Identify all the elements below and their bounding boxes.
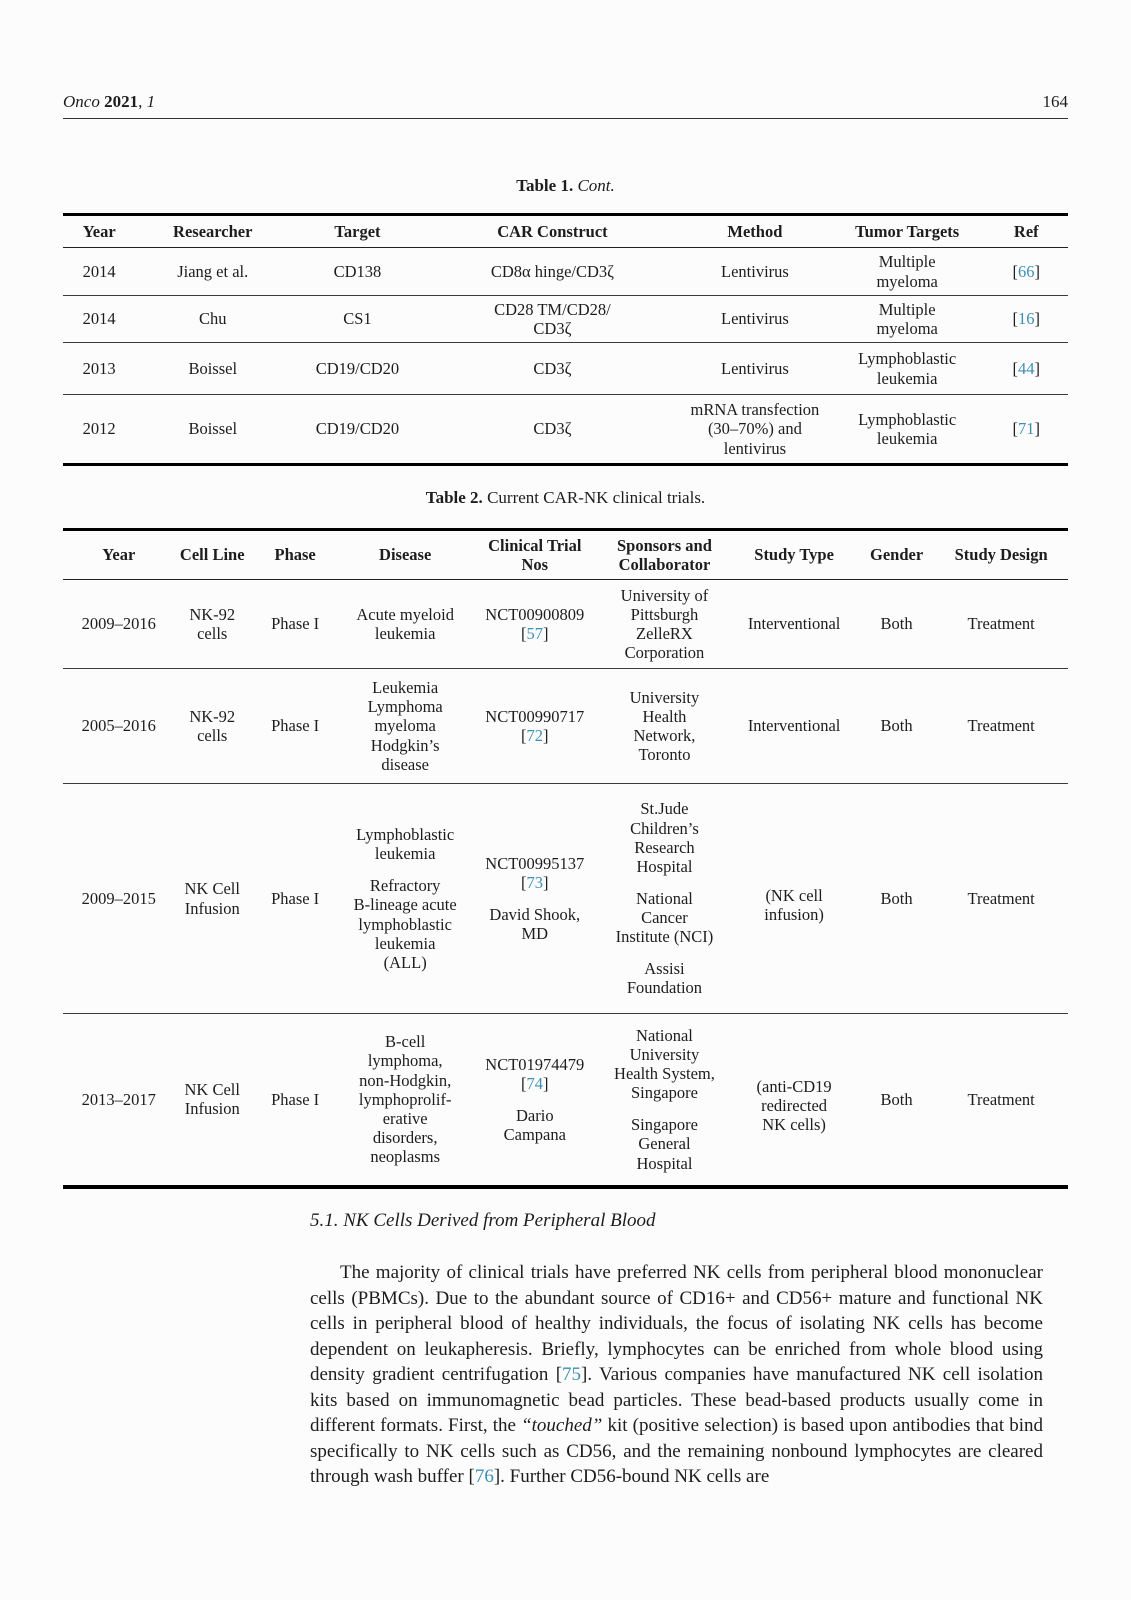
table-cell (175, 784, 250, 1014)
column-header: Study Design (954, 545, 1048, 565)
table-cell (425, 343, 680, 395)
text-run: NK cells) (762, 1115, 826, 1135)
table-cell (290, 296, 425, 343)
text-run: NK-92 (189, 604, 236, 624)
text-run: Hodgkin’s (370, 735, 440, 755)
text-run: Leukemia (372, 678, 439, 698)
table-row (63, 395, 1068, 465)
table-row (63, 296, 1068, 343)
table-cell (425, 248, 680, 296)
text-run: . Various companies have manufactured NK cell isolation kits based on immunomagnetic bead particles. These bead-based products usually come in different formats. First, the (310, 1364, 1043, 1437)
column-header: Cell Line (179, 545, 245, 565)
text-run: Pittsburgh (630, 604, 699, 624)
text-run: Treatment (967, 716, 1035, 736)
table-cell (63, 343, 135, 395)
table-cell (290, 248, 425, 296)
table-cell (985, 296, 1068, 343)
table-cell (680, 248, 830, 296)
text-run: myeloma (876, 319, 938, 338)
text-run: Infusion (184, 898, 240, 918)
text-run: 2009–2016 (81, 614, 156, 634)
table1-caption (63, 176, 1068, 196)
text-run: Both (880, 614, 913, 634)
table-cell (985, 343, 1068, 395)
reference-number[interactable]: 76 (474, 1466, 494, 1488)
text-run: Lymphoblastic (858, 409, 957, 429)
table-cell (985, 395, 1068, 465)
column-header: Ref (1013, 221, 1039, 241)
table-cell (600, 580, 730, 669)
text-run: Lentivirus (721, 309, 789, 329)
text-run: Lymphoblastic (356, 825, 455, 845)
text-run: Foundation (626, 978, 703, 998)
text-run: Phase I (271, 1089, 320, 1109)
text-run: NCT01974479 (485, 1054, 585, 1074)
reference-link[interactable]: [75] (555, 1364, 588, 1386)
text-run: Phase I (271, 716, 320, 736)
table-cell (250, 669, 340, 784)
text-run: kit (positive selection) is based upon antibodies that bind specifically to NK cells such as CD56, and the remaining nonbound lymphocytes are cleared through wash buffer (310, 1415, 1043, 1488)
text-run: Interventional (747, 716, 841, 736)
text-run: 2014 (82, 309, 116, 329)
table-cell (290, 395, 425, 465)
text-run: 1 (146, 92, 156, 111)
text-run: Health System, (614, 1064, 715, 1084)
text-run: leukemia (374, 933, 436, 953)
text-run: CD3ζ (533, 419, 572, 439)
table-cell (340, 580, 470, 669)
text-run: lentivirus (723, 438, 787, 458)
table-row (63, 669, 1068, 784)
table-cell (600, 784, 730, 1014)
text-run: NCT00990717 (485, 706, 585, 726)
table-row (63, 1014, 1068, 1187)
table-cell (175, 669, 250, 784)
reference-number[interactable]: 73 (526, 872, 544, 892)
text-run: “touched” (521, 1415, 603, 1437)
table-cell (470, 784, 600, 1014)
text-run: Children’s (630, 818, 699, 838)
table-cell (729, 580, 859, 669)
reference-number[interactable]: 75 (562, 1364, 582, 1386)
text-run: (NK cell (765, 885, 823, 905)
text-run: 2012 (82, 419, 116, 439)
table-cell (729, 1014, 859, 1187)
text-run: Multiple (878, 252, 936, 272)
text-run: NK-92 (189, 706, 236, 726)
table-cell (250, 784, 340, 1014)
text-run: (ALL) (383, 952, 427, 972)
table-cell (340, 784, 470, 1014)
table-cell (63, 784, 175, 1014)
table-cell (859, 580, 934, 669)
text-run: . Further CD56-bound NK cells are (500, 1466, 770, 1488)
table-cell (934, 1014, 1068, 1187)
table-cell (600, 669, 730, 784)
column-header: Target (334, 221, 381, 241)
reference-link[interactable]: [73] (521, 872, 549, 892)
table-cell (680, 343, 830, 395)
reference-link[interactable]: [57] (521, 624, 549, 643)
text-run: B-cell (385, 1032, 426, 1052)
table-row (63, 343, 1068, 395)
text-run: CD19/CD20 (315, 419, 400, 439)
table-cell (830, 343, 985, 395)
text-run: University (629, 687, 700, 707)
text-run: Onco (63, 92, 100, 111)
text-run: Dario (516, 1105, 554, 1125)
header-rule (63, 118, 1068, 119)
text-run: Institute (NCI) (615, 927, 714, 947)
text-run: 2013 (82, 358, 116, 378)
column-header: Clinical Trial Nos (488, 535, 582, 574)
table-cell (830, 248, 985, 296)
text-run: Current CAR-NK clinical trials. (482, 488, 706, 507)
table-cell (680, 395, 830, 465)
text-run: Boissel (188, 419, 238, 439)
text-run: cells (197, 624, 228, 643)
column-header: CAR Construct (497, 221, 608, 241)
table-row (63, 248, 1068, 296)
table-cell (729, 669, 859, 784)
reference-link[interactable]: [71] (1012, 419, 1041, 439)
text-run: Research (634, 837, 695, 857)
table-cell (985, 248, 1068, 296)
table-cell (934, 784, 1068, 1014)
text-run: B-lineage acute (353, 895, 457, 915)
reference-number[interactable]: 16 (1018, 309, 1035, 329)
text-run: Both (880, 716, 913, 736)
text-run: Treatment (967, 888, 1035, 908)
table-cell (680, 296, 830, 343)
text-run: lymphoprolif- (358, 1089, 452, 1109)
text-run: University of (620, 585, 709, 605)
text-run: Network, (633, 726, 696, 745)
text-run: Treatment (967, 614, 1035, 634)
reference-number[interactable]: 44 (1018, 358, 1035, 378)
reference-link[interactable]: [76] (468, 1466, 501, 1488)
text-run: NCT00995137 (485, 853, 585, 873)
text-run: Acute myeloid (356, 604, 454, 624)
reference-link[interactable]: [72] (521, 726, 549, 745)
table-cell (729, 784, 859, 1014)
text-run: CD28 TM/CD28/ (494, 299, 611, 319)
text-run: (anti-CD19 (756, 1077, 832, 1097)
table-cell (250, 580, 340, 669)
text-run: Multiple (878, 299, 936, 319)
text-run: David Shook, (489, 905, 581, 924)
text-run: 2014 (82, 261, 116, 281)
reference-number[interactable]: 71 (1018, 419, 1035, 439)
text-run: disorders, (372, 1127, 438, 1147)
reference-link[interactable]: [74] (521, 1073, 549, 1093)
table-cell (63, 580, 175, 669)
reference-number[interactable]: 72 (526, 726, 544, 745)
table-cell (135, 296, 290, 343)
table-cell (63, 296, 135, 343)
text-run: leukemia (374, 844, 436, 864)
table-cell (830, 395, 985, 465)
text-run: leukemia (876, 429, 938, 448)
header-row (63, 215, 1068, 248)
column-header: Year (102, 545, 136, 565)
text-run: ZelleRX (636, 624, 693, 643)
table-cell (135, 395, 290, 465)
text-run: myeloma (876, 271, 938, 291)
table-cell (250, 1014, 340, 1187)
text-run: Singapore (630, 1115, 698, 1135)
text-run: Phase I (271, 614, 320, 634)
text-run: Lymphoma (367, 697, 443, 717)
text-run: MD (521, 924, 549, 944)
table-cell (859, 784, 934, 1014)
text-run: CD138 (333, 261, 382, 281)
column-header: Phase (274, 545, 316, 565)
text-run: Lentivirus (721, 358, 789, 378)
text-run: (30–70%) and (707, 419, 802, 439)
table1 (63, 213, 1068, 466)
text-run: CD19/CD20 (315, 358, 400, 378)
header-row (63, 530, 1068, 580)
column-header: Study Type (754, 545, 834, 565)
text-run: Infusion (184, 1099, 240, 1119)
table-cell (175, 1014, 250, 1187)
reference-link[interactable]: [44] (1012, 358, 1041, 378)
text-run: Corporation (624, 643, 705, 663)
table-cell (135, 343, 290, 395)
table-cell (135, 248, 290, 296)
running-header (63, 92, 1068, 112)
page-number: 164 (1042, 92, 1068, 111)
text-run: redirected (761, 1096, 828, 1116)
reference-number[interactable]: 57 (526, 624, 544, 643)
text-run: 5.1. NK Cells Derived from Peripheral Blood (310, 1210, 656, 1231)
text-run: Table 1. (516, 176, 574, 195)
text-run: myeloma (374, 716, 436, 736)
table-cell (470, 580, 600, 669)
text-run: non-Hodgkin, (359, 1070, 452, 1090)
table-row (63, 580, 1068, 669)
table-cell (290, 343, 425, 395)
journal-citation (63, 92, 155, 112)
table-cell (425, 395, 680, 465)
text-run: Cont. (577, 176, 615, 195)
text-run: Cancer (641, 908, 688, 928)
text-run: CD3ζ (533, 358, 572, 378)
text-run: Hospital (636, 856, 693, 876)
column-header: Tumor Targets (855, 221, 960, 241)
text-run: Hospital (636, 1153, 693, 1173)
text-run: The majority of clinical trials have preferred NK cells from peripheral blood mononuclear cells (PBMCs). Due to the abundant source of CD16+ and CD56+ mature and functional NK cells in peripheral blood of healthy individuals, the focus of isolating NK cells has become dependent on leukapheresis. Briefly, lymphocytes can be enriched from whole blood using density gradient centrifugation (310, 1262, 1043, 1386)
table2-caption (63, 488, 1068, 508)
text-run: Lentivirus (721, 261, 789, 281)
text-run: disease (381, 754, 429, 774)
text-run: Interventional (747, 614, 841, 634)
text-run: 2009–2015 (81, 888, 156, 908)
text-run: Jiang et al. (177, 261, 249, 281)
text-run: lymphoma, (367, 1051, 443, 1071)
text-run: erative (382, 1108, 428, 1128)
table-cell (63, 669, 175, 784)
text-run: 2021 (104, 92, 139, 111)
table-cell (934, 580, 1068, 669)
text-run: Campana (503, 1124, 566, 1144)
text-run: Toronto (638, 745, 691, 765)
text-run: Boissel (188, 358, 238, 378)
text-run: Treatment (967, 1089, 1035, 1109)
column-header: Year (82, 221, 116, 241)
section-heading (310, 1210, 1045, 1232)
text-run: CD8α hinge/CD3ζ (490, 261, 614, 281)
text-run: NK Cell (184, 879, 240, 899)
body-paragraph (310, 1260, 1043, 1490)
table-cell (470, 669, 600, 784)
table2 (63, 528, 1068, 1189)
text-run: Both (880, 888, 913, 908)
table-cell (425, 296, 680, 343)
text-run: lymphoblastic (358, 914, 452, 934)
text-run: Assisi (644, 959, 685, 979)
table-cell (859, 669, 934, 784)
text-run: St.Jude (640, 799, 689, 819)
text-run: leukemia (374, 624, 436, 643)
text-run: Table 2. (425, 488, 483, 507)
table-cell (470, 1014, 600, 1187)
table-cell (63, 1014, 175, 1187)
table-cell (859, 1014, 934, 1187)
table-cell (63, 248, 135, 296)
text-run: Singapore (630, 1083, 698, 1103)
text-run: CS1 (343, 309, 372, 329)
reference-link[interactable]: [16] (1012, 309, 1041, 329)
table-cell (63, 395, 135, 465)
text-run: Health (642, 706, 687, 726)
text-run: , (138, 92, 147, 111)
text-run: University (629, 1044, 700, 1064)
reference-number[interactable]: 74 (526, 1073, 544, 1093)
text-run: Refractory (369, 876, 441, 896)
text-run: leukemia (876, 368, 938, 388)
text-run: Both (880, 1089, 913, 1109)
column-header: Gender (870, 545, 924, 565)
table-cell (830, 296, 985, 343)
text-run: Phase I (271, 888, 320, 908)
column-header: Researcher (173, 221, 253, 241)
reference-link[interactable]: [66] (1012, 261, 1041, 281)
table-row (63, 784, 1068, 1014)
text-run: mRNA transfection (690, 400, 820, 420)
text-run: Lymphoblastic (858, 349, 957, 369)
table1-grid (63, 213, 1068, 466)
table-cell (934, 669, 1068, 784)
text-run: National (636, 888, 693, 908)
table-cell (175, 580, 250, 669)
text-run: Chu (198, 309, 227, 329)
text-run: 2005–2016 (81, 716, 156, 736)
table-cell (340, 669, 470, 784)
text-run: National (636, 1025, 693, 1045)
text-run: CD3ζ (533, 319, 572, 338)
table-cell (600, 1014, 730, 1187)
column-header: Method (727, 221, 783, 241)
text-run: NCT00900809 (485, 604, 585, 624)
table-cell (340, 1014, 470, 1187)
text-run: General (638, 1134, 691, 1154)
column-header: Sponsors and Collaborator (616, 535, 712, 574)
text-run: infusion) (764, 905, 824, 924)
text-run: NK Cell (184, 1080, 240, 1100)
column-header: Disease (379, 545, 432, 565)
text-run: cells (197, 726, 228, 745)
table2-grid (63, 528, 1068, 1189)
text-run: neoplasms (370, 1147, 440, 1167)
reference-number[interactable]: 66 (1018, 261, 1035, 281)
text-run: 2013–2017 (81, 1089, 156, 1109)
